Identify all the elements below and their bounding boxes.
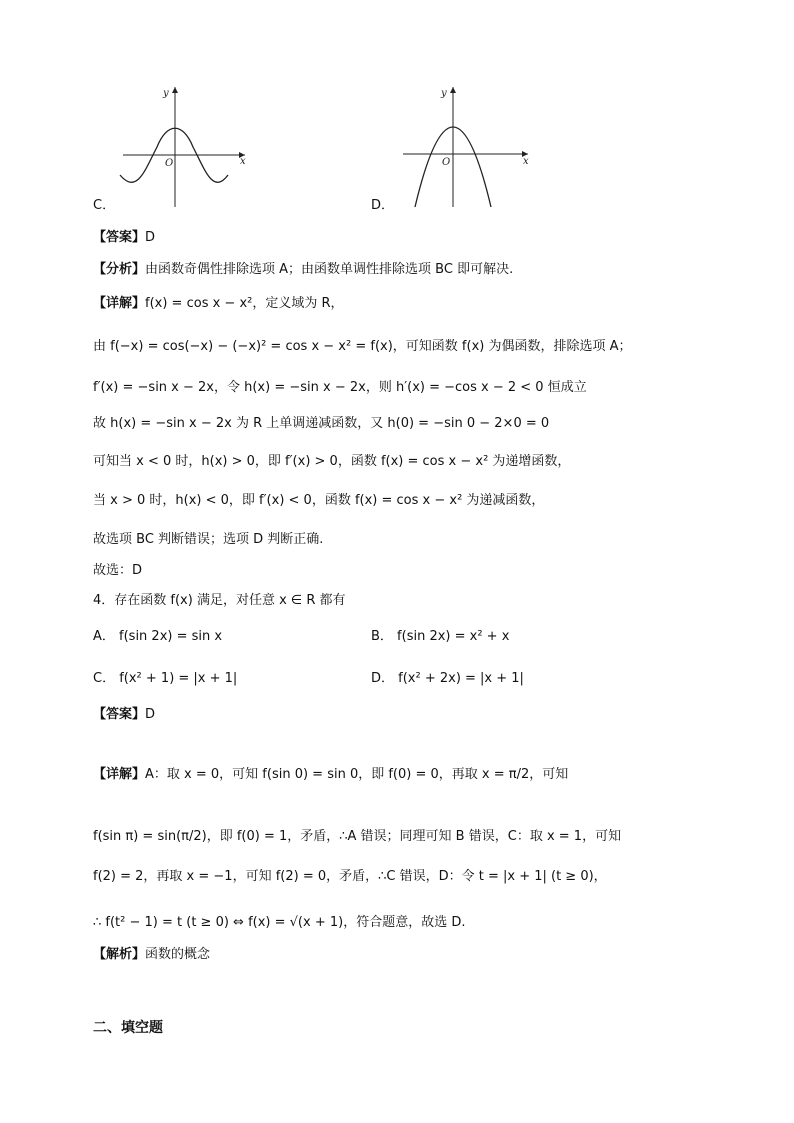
q4-detail-1 (93, 765, 568, 785)
q3-detail-5: 可知当 x < 0 时，h(x) > 0，即 f′(x) > 0，函数 f(x) = cos x − x² 为递增函数， (93, 454, 571, 469)
q4-detail-tag: 【详解】 (93, 767, 146, 782)
q3-answer-tag: 【答案】 (93, 230, 146, 245)
q4-answer (93, 705, 155, 725)
graph-d-y-label: y (441, 88, 447, 99)
graph-d-origin-label: O (442, 157, 451, 168)
graph-c-x-label: x (240, 156, 246, 167)
q3-detail-3: f′(x) = −sin x − 2x，令 h(x) = −sin x − 2x，则 h′(x) = −cos x − 2 < 0 恒成立 (93, 380, 587, 395)
q3-detail-2: 由 f(−x) = cos(−x) − (−x)² = cos x − x² = f(x)，可知函数 f(x) 为偶函数，排除选项 A； (93, 339, 632, 354)
q3-detail-6: 当 x > 0 时，h(x) < 0，即 f′(x) < 0，函数 f(x) = cos x − x² 为递减函数， (93, 493, 545, 508)
q3-final-choice: 故选：D (93, 563, 143, 578)
q4-option-a: A． f(sin 2x) = sin x (93, 629, 223, 644)
q3-detail-1 (93, 294, 344, 314)
q3-detail-7: 故选项 BC 判断错误；选项 D 判断正确. (93, 532, 324, 547)
graph-c-label: C． (93, 198, 116, 213)
graph-c (115, 82, 255, 212)
q4-answer-value: D (145, 707, 156, 722)
q3-answer (93, 228, 155, 248)
q4-answer-tag: 【答案】 (93, 707, 146, 722)
q3-detail-tag: 【详解】 (93, 296, 146, 311)
q3-answer-value: D (145, 230, 156, 245)
q4-detail-2: f(sin π) = sin(π/2)，即 f(0) = 1，矛盾，∴A 错误；同理可知 B 错误，C：取 x = 1，可知 (93, 829, 622, 844)
section-title: 二、填空题 (93, 1020, 163, 1036)
q3-analysis-text: 由函数奇偶性排除选项 A；由函数单调性排除选项 BC 即可解决. (145, 262, 514, 277)
q3-analysis (93, 260, 513, 280)
q4-analysis-text: 函数的概念 (145, 947, 211, 962)
graph-c-y-label: y (163, 88, 169, 99)
graph-d-label: D． (371, 198, 395, 213)
q4-option-c: C． f(x² + 1) = |x + 1| (93, 671, 238, 686)
q3-analysis-tag: 【分析】 (93, 262, 146, 277)
q4-detail-line: A：取 x = 0，可知 f(sin 0) = sin 0，即 f(0) = 0，再取 x = π/2，可知 (145, 767, 569, 782)
q4-detail-3: f(2) = 2，再取 x = −1，可知 f(2) = 0，矛盾，∴C 错误，D：令 t = |x + 1| (t ≥ 0)， (93, 869, 607, 884)
q4-analysis-tag: 【解析】 (93, 947, 146, 962)
q3-detail-line: f(x) = cos x − x²，定义域为 R， (145, 296, 344, 311)
q4-detail-4: ∴ f(t² − 1) = t (t ≥ 0) ⇔ f(x) = √(x + 1)，符合题意，故选 D. (93, 915, 466, 930)
graph-c-origin-label: O (165, 158, 174, 169)
q4-stem: 4．存在函数 f(x) 满足，对任意 x ∈ R 都有 (93, 593, 346, 608)
graph-d (395, 82, 535, 212)
graph-d-x-label: x (523, 156, 529, 167)
q4-option-d: D． f(x² + 2x) = |x + 1| (371, 671, 524, 686)
q4-option-b: B． f(sin 2x) = x² + x (371, 629, 510, 644)
q4-analysis (93, 945, 210, 965)
q3-detail-4: 故 h(x) = −sin x − 2x 为 R 上单调递减函数，又 h(0) = −sin 0 − 2×0 = 0 (93, 416, 550, 431)
